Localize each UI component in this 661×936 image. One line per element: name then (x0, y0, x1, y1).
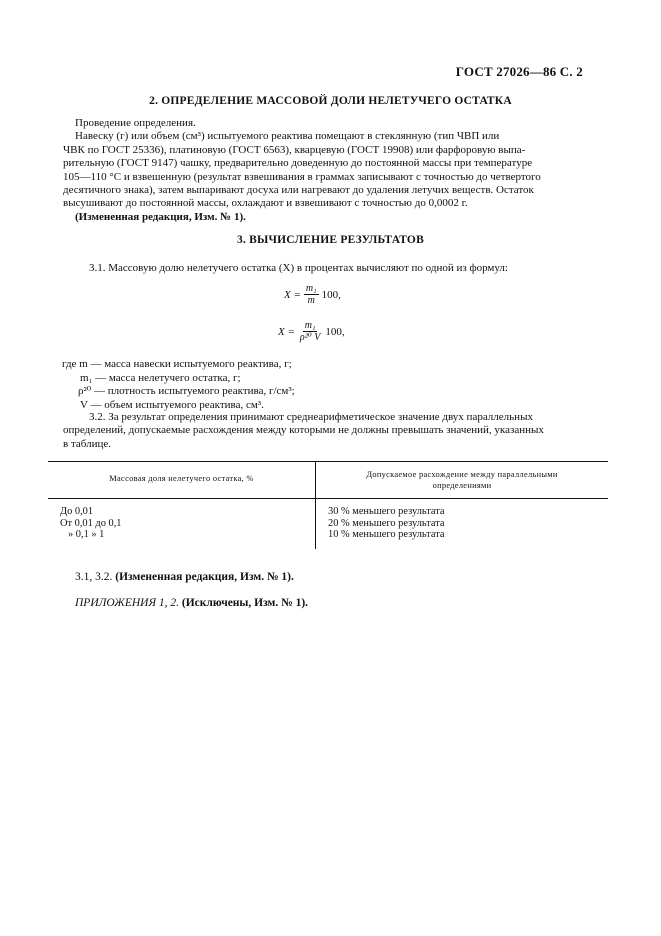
formula-2-numerator: m₁ (304, 320, 316, 331)
amendment-note-1-text: (Измененная редакция, Изм. № 1). (115, 571, 294, 583)
formula-1 (284, 283, 341, 306)
formula-1-denominator: m (307, 295, 315, 306)
table-cell-tolerance: 10 % меньшего результата (328, 529, 445, 541)
formula-1-lhs: X = (284, 288, 301, 301)
table-cell-tolerance: 20 % меньшего результата (328, 517, 445, 529)
definition-v: V — объем испытуемого реактива, см³. (80, 398, 264, 411)
variable-definitions (62, 358, 582, 412)
paragraph-3-2 (63, 411, 587, 451)
section-2-line-1: Проведение определения. (75, 117, 196, 129)
formula-2 (278, 320, 345, 343)
table-column-tolerance (328, 506, 445, 541)
formula-1-fraction (304, 283, 319, 306)
table-header-tolerance-line-1: Допускаемое расхождение между параллельными (366, 470, 558, 479)
formula-1-numerator: m₁ (305, 283, 317, 294)
table-cell-tolerance: 30 % меньшего результата (328, 506, 445, 517)
annexes-note (75, 597, 308, 609)
section-2-line-4: рительную (ГОСТ 9147) чашку, предварительно доведенную до постоянной массы при температуре (63, 157, 533, 170)
amendment-note-1-prefix: 3.1, 3.2. (75, 571, 113, 583)
annexes-note-prefix: ПРИЛОЖЕНИЯ 1, 2. (75, 597, 180, 609)
table-cell-range: » 0,1 » 1 (68, 529, 105, 541)
table-top-rule (48, 461, 608, 462)
tolerance-table (48, 461, 608, 549)
section-3-title: 3. ВЫЧИСЛЕНИЕ РЕЗУЛЬТАТОВ (237, 234, 424, 246)
definition-m1: m₁ — масса нелетучего остатка, г; (80, 371, 241, 384)
section-2-line-2: Навеску (г) или объем (см³) испытуемого реактива помещают в стеклянную (тип ЧВП или (75, 130, 500, 143)
table-header-mass-fraction: Массовая доля нелетучего остатка, % (109, 474, 254, 483)
section-2-body (63, 117, 587, 224)
paragraph-3-2-line-1: 3.2. За результат определения принимают среднеарифметическое значение двух параллельных (89, 411, 533, 423)
table-cell-range: От 0,01 до 0,1 (60, 517, 122, 529)
table-header-rule (48, 498, 608, 499)
formula-2-denominator: ρ²⁰ V (299, 332, 321, 343)
section-2-line-3: ЧВК по ГОСТ 25336), платиновую (ГОСТ 6563), кварцевую (ГОСТ 19908) или фарфоровую выпа- (63, 143, 526, 156)
table-cell-range: До 0,01 (60, 506, 94, 517)
section-2-title: 2. ОПРЕДЕЛЕНИЕ МАССОВОЙ ДОЛИ НЕЛЕТУЧЕГО ОСТАТКА (149, 95, 512, 107)
definition-m: где m — масса навески испытуемого реактива, г; (62, 358, 292, 370)
formula-1-rhs: 100, (321, 288, 341, 301)
section-2-amendment: (Измененная редакция, Изм. № 1). (75, 210, 246, 223)
table-header-tolerance-line-2: определениями (432, 481, 492, 490)
section-2-line-6: десятичного знака), затем выпаривают досуха или нагревают до удаления летучих веществ. Остаток (63, 184, 534, 197)
section-2-line-5: 105—110 °С и взвешенную (результат взвешивания в граммах записывают с точностью до четвертого (63, 170, 541, 183)
annexes-note-text: (Исключены, Изм. № 1). (181, 597, 309, 609)
definition-rho: ρ²⁰ — плотность испытуемого реактива, г/см³; (78, 385, 295, 398)
amendment-note-3-1-3-2 (75, 571, 294, 583)
section-2-line-7: высушивают до постоянной массы, охлаждают и взвешивают с точностью до 0,0002 г. (63, 197, 468, 210)
paragraph-3-2-line-3: в таблице. (63, 437, 111, 450)
formula-2-rhs: 100, (325, 325, 345, 338)
standard-code-header: ГОСТ 27026—86 С. 2 (455, 64, 583, 79)
table-header-tolerance (316, 469, 608, 491)
formula-2-lhs: X = (278, 325, 295, 338)
formula-2-fraction (298, 320, 322, 343)
paragraph-3-2-line-2: определений, допускаемые расхождения между которыми не должны превышать значений, указанных (63, 424, 544, 437)
section-3-intro: 3.1. Массовую долю нелетучего остатка (X) в процентах вычисляют по одной из формул: (89, 262, 508, 274)
table-column-range (60, 506, 122, 541)
